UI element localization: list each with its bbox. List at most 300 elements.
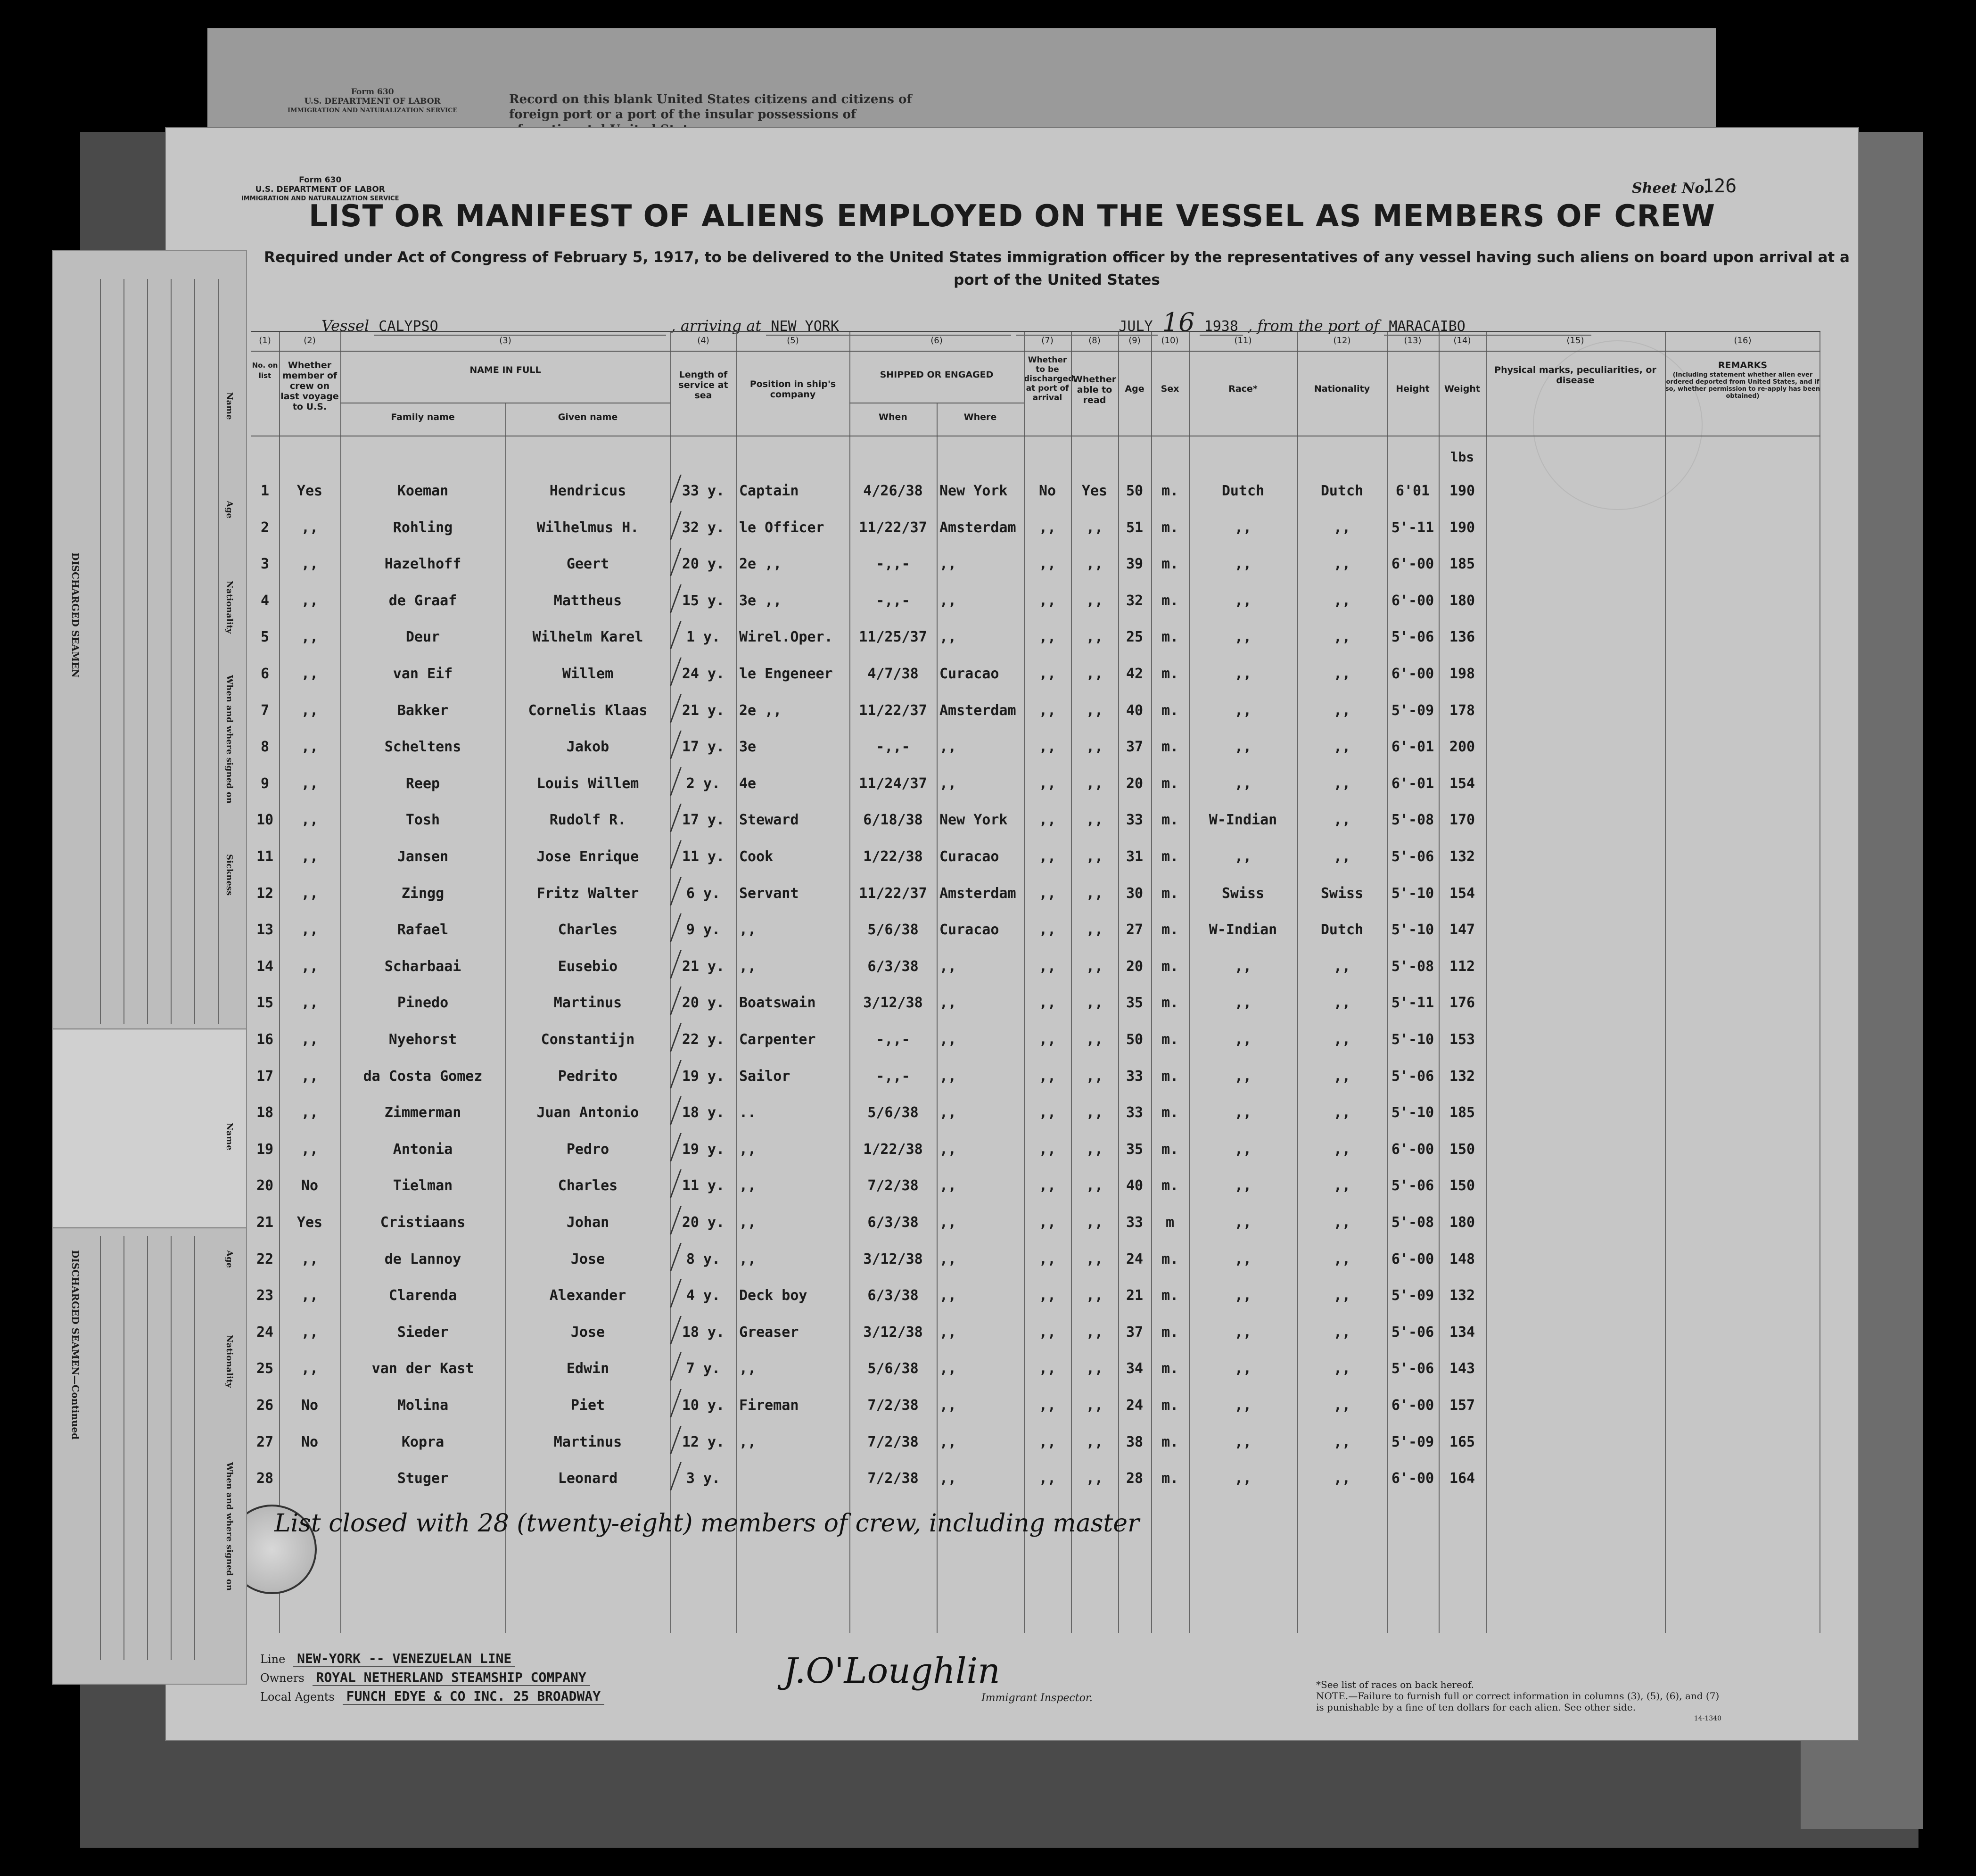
cell-disch: ,, [1038,519,1056,536]
header-family-name: Family name [391,412,455,422]
header-discharged: Whether to be discharged at port of arrival [1024,355,1074,403]
cell-nat: ,, [1333,995,1351,1012]
cell-age: 33 [1126,1214,1144,1231]
cell-prev: ,, [301,885,319,902]
cell-where: ,, [939,995,957,1012]
cell-nat: ,, [1333,666,1351,682]
manifest-title: LIST OR MANIFEST OF ALIENS EMPLOYED ON THE VESSEL AS MEMBERS OF CREW [308,199,1716,234]
cell-nat: ,, [1333,702,1351,719]
cell-age: 33 [1126,1068,1144,1085]
cell-race: ,, [1234,739,1252,756]
cell-read: ,, [1086,666,1103,682]
cell-where: ,, [939,739,957,756]
cell-where: Curacao [939,666,999,682]
cell-no: 11 [256,848,274,865]
cell-sex: m. [1161,922,1179,938]
cell-race: ,, [1234,629,1252,646]
cell-family: de Lannoy [384,1251,461,1267]
cell-sex: m. [1161,556,1179,573]
cell-no: 4 [260,592,270,609]
cell-when: 1/22/38 [863,1141,923,1158]
table-row [251,1204,1820,1241]
cell-prev: ,, [301,775,319,792]
cell-race: ,, [1234,592,1252,609]
cell-prev: ,, [301,1031,319,1048]
cell-weight: 165 [1449,1433,1475,1450]
cell-family: Hazelhoff [384,556,461,573]
weight-unit: lbs [1450,449,1474,465]
cell-service: 4 y. [686,1287,721,1304]
sheet-number: 126 [1703,175,1737,197]
cell-where: ,, [939,1031,957,1048]
flap-nationality-label: Nationality [224,581,234,634]
cell-height: 5'-06 [1391,848,1434,865]
table-row [251,765,1820,802]
cell-weight: 136 [1449,629,1475,646]
cell-nat: ,, [1333,1470,1351,1487]
cell-position: 4e [739,775,757,792]
cell-when: 11/22/37 [859,519,927,536]
cell-family: Tielman [393,1177,453,1194]
cell-given: Johan [566,1214,609,1231]
table-row [251,1387,1820,1423]
cell-prev: ,, [301,1251,319,1267]
col-number: (2) [304,336,316,346]
cell-read: ,, [1086,922,1103,938]
cell-read: ,, [1086,958,1103,975]
table-row [251,582,1820,619]
cell-weight: 180 [1449,592,1475,609]
cell-height: 5'-08 [1391,1214,1434,1231]
cell-age: 33 [1126,812,1144,829]
cell-disch: ,, [1038,1433,1056,1450]
cell-position: Sailor [739,1068,790,1085]
cell-weight: 154 [1449,885,1475,902]
cell-family: Nyehorst [388,1031,457,1048]
cell-age: 42 [1126,666,1144,682]
cell-service: 21 y. [682,958,725,975]
cell-no: 20 [256,1177,274,1194]
cell-weight: 176 [1449,995,1475,1012]
cell-height: 5'-11 [1391,519,1434,536]
cell-when: 11/25/37 [859,629,927,646]
cell-service: 22 y. [682,1031,725,1048]
cell-family: Jansen [397,848,449,865]
cell-height: 5'-06 [1391,629,1434,646]
cell-prev: ,, [301,958,319,975]
arriving-label: , arriving at [671,317,762,335]
cell-sex: m. [1161,1360,1179,1377]
cell-prev: ,, [301,556,319,573]
cell-prev: No [301,1177,319,1194]
table-row [251,1094,1820,1131]
cell-where: ,, [939,958,957,975]
table-row [251,1021,1820,1058]
cell-weight: 132 [1449,1287,1475,1304]
cell-race: Swiss [1221,885,1265,902]
back-form-header [288,87,457,115]
cell-disch: ,, [1038,739,1056,756]
cell-family: Zimmerman [384,1104,461,1121]
cell-family: Koeman [397,483,449,499]
col-number: (3) [499,336,511,346]
cell-age: 50 [1126,1031,1144,1048]
cell-service: 20 y. [682,556,725,573]
departure-port: MARACAIBO [1384,318,1591,336]
cell-read: ,, [1086,1251,1103,1267]
arrival-day: 16 [1162,307,1195,337]
cell-position: le Engeneer [739,666,833,682]
line-value: NEW-YORK -- VENEZUELAN LINE [293,1651,515,1667]
cell-read: ,, [1086,1214,1103,1231]
cell-height: 5'-08 [1391,958,1434,975]
table-row [251,618,1820,655]
cell-given: Martinus [553,1433,622,1450]
cell-read: ,, [1086,739,1103,756]
cell-no: 28 [256,1470,274,1487]
cell-age: 31 [1126,848,1144,865]
cell-position: ,, [739,958,757,975]
cell-no: 12 [256,885,274,902]
cell-given: Pedro [566,1141,609,1158]
cell-prev: ,, [301,1287,319,1304]
cell-sex: m. [1161,1324,1179,1341]
cell-where: New York [939,812,1008,829]
discharged-seamen-flap [52,250,247,1685]
cell-position: le Officer [739,519,824,536]
cell-race: ,, [1234,958,1252,975]
cell-weight: 178 [1449,702,1475,719]
cell-read: ,, [1086,1470,1103,1487]
cell-prev: ,, [301,629,319,646]
cell-service: 6 y. [686,885,721,902]
cell-where: ,, [939,1360,957,1377]
cell-where: ,, [939,1104,957,1121]
cell-race: ,, [1234,1397,1252,1414]
cell-given: Juan Antonio [536,1104,639,1121]
cell-given: Jose [570,1251,605,1267]
cell-position: Cook [739,848,774,865]
col-number: (12) [1333,336,1351,346]
cell-prev: ,, [301,995,319,1012]
col-number: (10) [1161,336,1179,346]
cell-position: Deck boy [739,1287,807,1304]
line-label: Line [260,1653,286,1666]
cell-where: New York [939,483,1008,499]
cell-height: 5'-06 [1391,1177,1434,1194]
cell-service: 20 y. [682,1214,725,1231]
cell-age: 24 [1126,1397,1144,1414]
cell-race: ,, [1234,1068,1252,1085]
cell-prev: ,, [301,739,319,756]
cell-nat: ,, [1333,1214,1351,1231]
cell-weight: 112 [1449,958,1475,975]
back-form-department: U.S. DEPARTMENT OF LABOR [304,97,441,106]
print-code: 14-1340 [1694,1715,1721,1722]
header-given-name: Given name [558,412,618,422]
header-age: Age [1125,384,1144,394]
cell-weight: 148 [1449,1251,1475,1267]
cell-nat: ,, [1333,1360,1351,1377]
cell-where: ,, [939,629,957,646]
cell-weight: 200 [1449,739,1475,756]
cell-service: 19 y. [682,1068,725,1085]
col-number: (15) [1566,336,1584,346]
cell-no: 16 [256,1031,274,1048]
cell-disch: ,, [1038,1397,1056,1414]
flap-name-label: Name [224,1123,234,1151]
cell-given: Hendricus [549,483,626,499]
cell-when: 6/3/38 [867,1287,919,1304]
cell-service: 21 y. [682,702,725,719]
form-number: Form 630 [299,175,342,185]
cell-race: W-Indian [1209,922,1277,938]
cell-height: 6'-00 [1391,666,1434,682]
footer-notes [1316,1679,1721,1724]
cell-given: Piet [570,1397,605,1414]
cell-age: 34 [1126,1360,1144,1377]
back-form-service: IMMIGRATION AND NATURALIZATION SERVICE [288,107,458,114]
cell-family: Rafael [397,922,449,938]
table-row [251,1314,1820,1350]
cell-age: 39 [1126,556,1144,573]
cell-race: ,, [1234,775,1252,792]
cell-read: ,, [1086,848,1103,865]
cell-nat: ,, [1333,519,1351,536]
cell-position: Servant [739,885,799,902]
cell-service: 3 y. [686,1470,721,1487]
cell-family: Pinedo [397,995,449,1012]
cell-weight: 150 [1449,1177,1475,1194]
cell-given: Charles [558,922,618,938]
cell-sex: m. [1161,1141,1179,1158]
cell-weight: 198 [1449,666,1475,682]
cell-disch: ,, [1038,666,1056,682]
cell-race: Dutch [1221,483,1265,499]
cell-age: 50 [1126,483,1144,499]
table-row [251,838,1820,875]
cell-given: Edwin [566,1360,609,1377]
cell-disch: ,, [1038,1214,1056,1231]
cell-race: ,, [1234,1141,1252,1158]
header-race: Race* [1228,384,1258,394]
cell-given: Alexander [549,1287,626,1304]
cell-family: Scheltens [384,739,461,756]
cell-when: 3/12/38 [863,1324,923,1341]
cell-disch: ,, [1038,1141,1056,1158]
cell-age: 20 [1126,958,1144,975]
table-row [251,692,1820,729]
header-nationality: Nationality [1314,384,1370,394]
cell-race: ,, [1234,556,1252,573]
cell-race: ,, [1234,1287,1252,1304]
cell-prev: Yes [296,1214,323,1231]
cell-family: da Costa Gomez [363,1068,483,1085]
cell-no: 17 [256,1068,274,1085]
back-form-line: foreign port or a port of the insular possessions of [509,107,856,122]
cell-sex: m [1165,1214,1175,1231]
table-row [251,801,1820,838]
cell-age: 38 [1126,1433,1144,1450]
col-number: (5) [787,336,799,346]
cell-race: ,, [1234,1177,1252,1194]
cell-no: 5 [260,629,270,646]
cell-no: 7 [260,702,270,719]
cell-position: Captain [739,483,799,499]
service-name: IMMIGRATION AND NATURALIZATION SERVICE [241,195,399,202]
cell-sex: m. [1161,483,1179,499]
cell-prev: ,, [301,922,319,938]
cell-where: ,, [939,775,957,792]
cell-age: 28 [1126,1470,1144,1487]
cell-where: ,, [939,1177,957,1194]
cell-no: 22 [256,1251,274,1267]
cell-height: 6'-00 [1391,1470,1434,1487]
back-form-number: Form 630 [351,87,394,97]
cell-sex: m. [1161,1251,1179,1267]
cell-when: 7/2/38 [867,1177,919,1194]
flap-signed-label: When and where signed on [224,675,234,804]
cell-sex: m. [1161,995,1179,1012]
table-row [251,1058,1820,1094]
cell-nat: ,, [1333,1031,1351,1048]
cell-when: 11/22/37 [859,702,927,719]
cell-given: Willem [562,666,614,682]
cell-disch: ,, [1038,1251,1056,1267]
department-name: U.S. DEPARTMENT OF LABOR [255,185,385,194]
cell-age: 20 [1126,775,1144,792]
cell-service: 33 y. [682,483,725,499]
cell-height: 6'-01 [1391,739,1434,756]
cell-prev: ,, [301,1068,319,1085]
cell-position: Steward [739,812,799,829]
flap-title: DISCHARGED SEAMEN [70,552,81,678]
cell-height: 6'-00 [1391,592,1434,609]
cell-where: Amsterdam [939,519,1016,536]
cell-no: 10 [256,812,274,829]
penalty-note: NOTE.—Failure to furnish full or correct information in columns (3), (5), (6), and (7) is punishable by a fine of ten dollars for each alien. See other side. [1316,1690,1720,1713]
cell-when: -,,- [876,556,910,573]
cell-when: 6/3/38 [867,958,919,975]
line-field [260,1651,515,1666]
flap-name-label: Name [224,392,234,420]
header-able-to-read: Whether able to read [1072,374,1117,405]
owners-field [260,1670,590,1685]
flap-sickness-label: Sickness [224,854,234,896]
col-number: (13) [1404,336,1422,346]
cell-prev: ,, [301,848,319,865]
cell-sex: m. [1161,1031,1179,1048]
cell-prev: ,, [301,666,319,682]
cell-nat: ,, [1333,1068,1351,1085]
header-weight: Weight [1444,384,1480,394]
cell-sex: m. [1161,739,1179,756]
cell-disch: ,, [1038,1104,1056,1121]
cell-service: 8 y. [686,1251,721,1267]
cell-family: van der Kast [371,1360,474,1377]
cell-given: Jakob [566,739,609,756]
cell-prev: ,, [301,519,319,536]
owners-value: ROYAL NETHERLAND STEAMSHIP COMPANY [313,1670,590,1686]
cell-prev: ,, [301,702,319,719]
cell-nat: Swiss [1320,885,1364,902]
cell-disch: ,, [1038,775,1056,792]
cell-sex: m. [1161,666,1179,682]
cell-when: -,,- [876,1068,910,1085]
flap-age-label: Age [224,1250,234,1268]
cell-where: ,, [939,1324,957,1341]
cell-height: 5'-11 [1391,995,1434,1012]
cell-prev: ,, [301,1324,319,1341]
cell-no: 18 [256,1104,274,1121]
cell-disch: ,, [1038,995,1056,1012]
table-row [251,655,1820,692]
cell-position: ,, [739,1360,757,1377]
flap-title-continued: DISCHARGED SEAMEN—Continued [70,1250,81,1440]
cell-position: .. [739,1104,757,1121]
cell-age: 25 [1126,629,1144,646]
header-service-length: Length of service at sea [678,370,728,401]
cell-race: ,, [1234,1214,1252,1231]
cell-when: 3/12/38 [863,995,923,1012]
cell-read: ,, [1086,556,1103,573]
cell-disch: ,, [1038,848,1056,865]
cell-race: ,, [1234,666,1252,682]
cell-service: 19 y. [682,1141,725,1158]
cell-service: 18 y. [682,1104,725,1121]
cell-position: 2e ,, [739,702,782,719]
cell-disch: ,, [1038,1470,1056,1487]
flap-rule [100,1236,101,1660]
agents-field [260,1688,604,1704]
cell-family: Antonia [393,1141,453,1158]
cell-where: Curacao [939,922,999,938]
cell-no: 2 [260,519,270,536]
cell-where: ,, [939,1397,957,1414]
cell-read: ,, [1086,1031,1103,1048]
table-row [251,911,1820,948]
cell-where: ,, [939,1470,957,1487]
table-row [251,984,1820,1021]
cell-read: ,, [1086,1324,1103,1341]
cell-sex: m. [1161,1397,1179,1414]
cell-given: Rudolf R. [549,812,626,829]
cell-height: 5'-06 [1391,1324,1434,1341]
cell-given: Fritz Walter [536,885,639,902]
cell-given: Wilhelmus H. [536,519,639,536]
table-row [251,1460,1820,1497]
cell-no: 6 [260,666,270,682]
cell-no: 8 [260,739,270,756]
cell-read: ,, [1086,1287,1103,1304]
cell-when: 5/6/38 [867,1360,919,1377]
col-number: (1) [259,336,271,346]
cell-race: W-Indian [1209,812,1277,829]
cell-weight: 190 [1449,519,1475,536]
cell-family: Deur [405,629,440,646]
col-number: (7) [1041,336,1054,346]
cell-weight: 132 [1449,1068,1475,1085]
cell-where: ,, [939,1068,957,1085]
table-row [251,1131,1820,1168]
cell-service: 10 y. [682,1397,725,1414]
col-number: (16) [1734,336,1752,346]
inspector-signature: J.O'Loughlin [783,1651,1000,1691]
cell-read: ,, [1086,519,1103,536]
cell-family: Kopra [401,1433,445,1450]
races-note: *See list of races on back hereof. [1316,1679,1474,1690]
table-row [251,1167,1820,1204]
